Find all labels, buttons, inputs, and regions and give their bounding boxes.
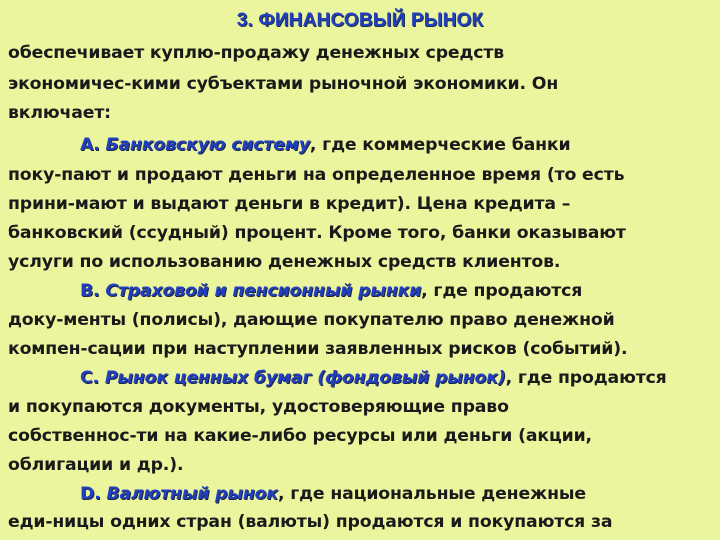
- section-c-line-2: собственнос-ти на какие-либо ресурсы или деньги (акции,: [8, 426, 592, 446]
- section-a-rest: , где коммерческие банки: [309, 135, 571, 155]
- section-c-heading: [80, 365, 667, 391]
- section-d-line-1: еди-ницы одних стран (валюты) продаются и покупаются за: [8, 512, 613, 532]
- section-a-line-2: прини-мают и выдают деньги в кредит). Цена кредита –: [8, 194, 571, 214]
- section-b-heading: [80, 278, 582, 304]
- section-b-term: [80, 281, 421, 301]
- section-c-term: [80, 368, 506, 388]
- section-d-rest: , где национальные денежные: [277, 484, 586, 504]
- intro-line-2: экономичес-кими субъектами рыночной экономики. Он: [8, 74, 559, 94]
- section-a-heading: [80, 132, 570, 158]
- slide-title: 3. ФИНАНСОВЫЙ РЫНОК: [236, 10, 484, 31]
- section-b-line-2: компен-сации при наступлении заявленных рисков (событий).: [8, 339, 628, 359]
- section-a-term: [80, 135, 310, 155]
- section-b-term-text: Страховой и пенсионный рынки: [105, 281, 422, 301]
- section-b-letter: В.: [80, 281, 100, 301]
- section-c-rest: , где продаются: [505, 368, 667, 388]
- section-c-letter: С.: [80, 368, 99, 388]
- section-a-line-4: услуги по использованию денежных средств клиентов.: [8, 252, 561, 272]
- intro-line-3: включает:: [8, 103, 111, 123]
- section-a-letter: А.: [80, 135, 100, 155]
- section-b-rest: , где продаются: [421, 281, 583, 301]
- section-c-line-1: и покупаются документы, удостоверяющие право: [8, 397, 509, 417]
- section-d-heading: [80, 481, 586, 507]
- intro-line-1: обеспечивает куплю-продажу денежных средств: [8, 43, 505, 63]
- section-a-term-text: Банковскую систему: [105, 135, 310, 155]
- section-d-term-text: Валютный рынок: [106, 484, 278, 504]
- section-c-line-3: облигации и др.).: [8, 455, 184, 475]
- section-a-line-1: поку-пают и продают деньги на определенное время (то есть: [8, 165, 625, 185]
- section-a-line-3: банковский (ссудный) процент. Кроме того, банки оказывают: [8, 223, 626, 243]
- section-d-term: [80, 484, 278, 504]
- section-c-term-text: Рынок ценных бумаг (фондовый рынок): [104, 368, 506, 388]
- section-d-letter: D.: [80, 484, 101, 504]
- section-b-line-1: доку-менты (полисы), дающие покупателю право денежной: [8, 310, 615, 330]
